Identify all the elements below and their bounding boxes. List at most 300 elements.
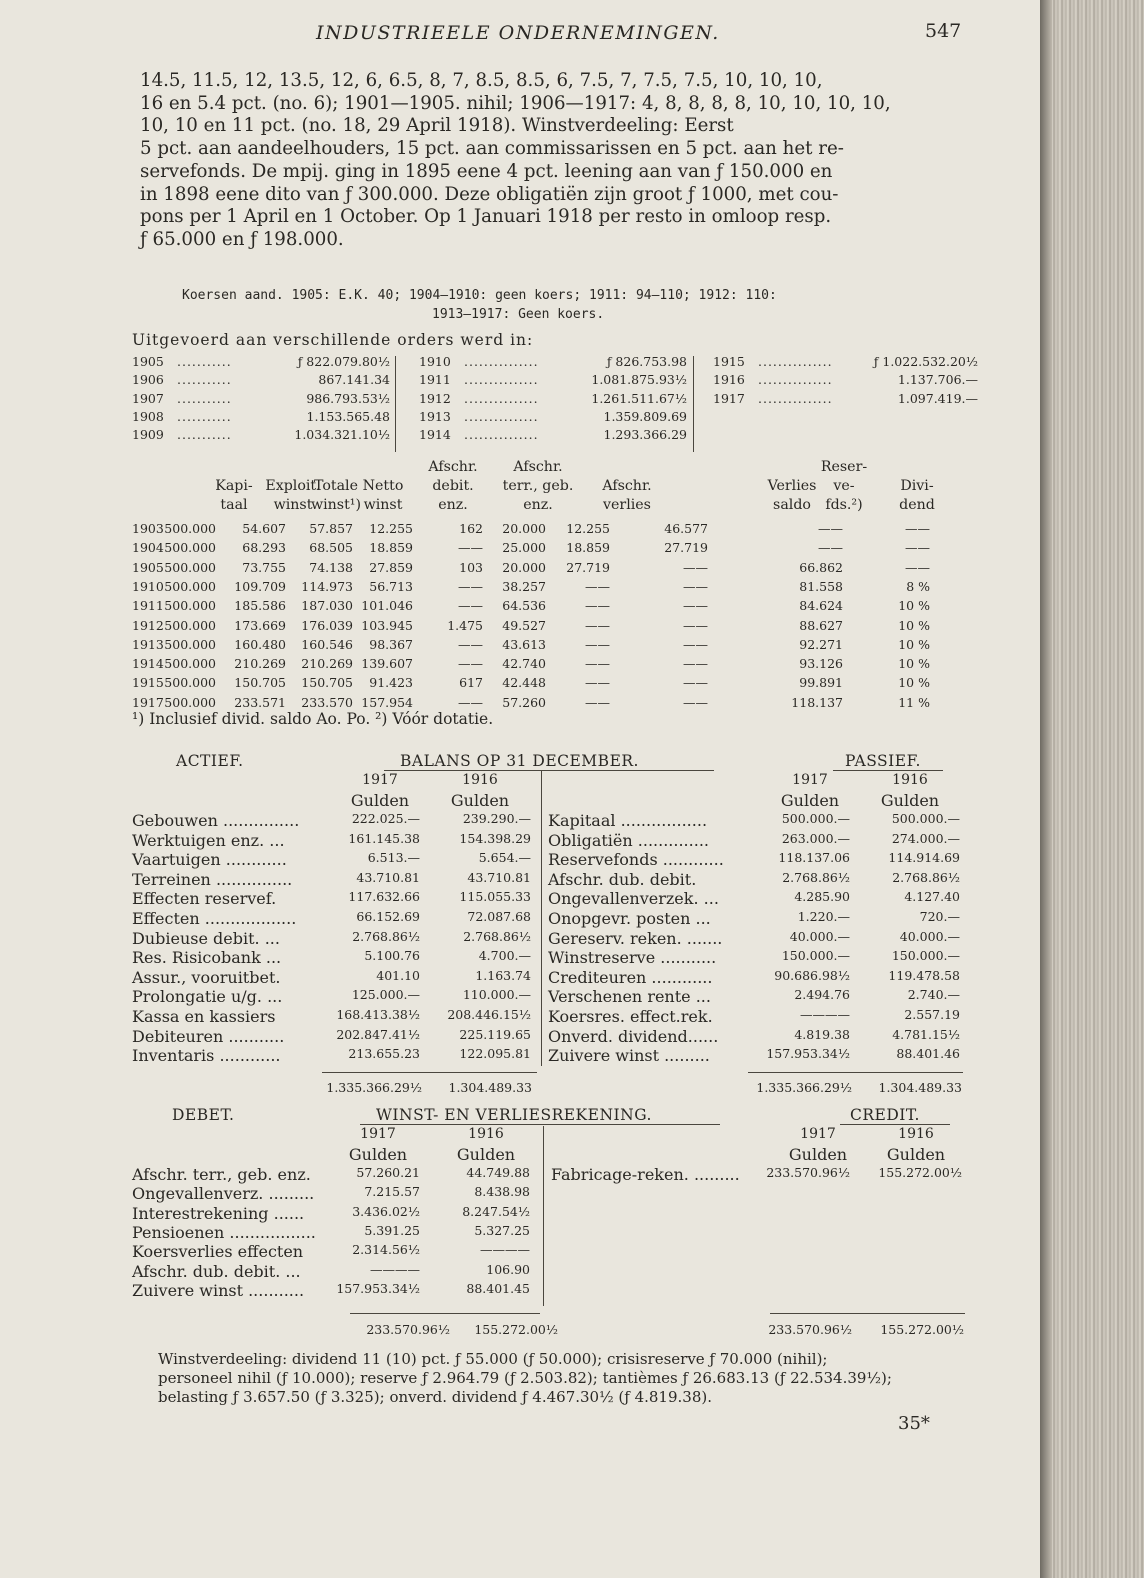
- results-cell: 500.000: [164, 540, 216, 556]
- order-year: 1906: [132, 372, 164, 388]
- column-year: 1916: [892, 772, 928, 788]
- results-cell: ——: [818, 521, 843, 536]
- actief-label: Res. Risicobank ...: [132, 948, 282, 968]
- actief-1916: 1.163.74: [475, 967, 531, 983]
- results-year: 1913: [132, 636, 164, 652]
- results-cell: 68.505: [309, 540, 353, 556]
- order-year: 1905: [132, 354, 164, 369]
- results-cell: 500.000: [164, 598, 216, 614]
- results-cell: ——: [585, 578, 610, 594]
- results-year: 1914: [132, 656, 164, 672]
- results-cell: 38.257: [502, 578, 546, 594]
- actief-1917: 2.768.86½: [352, 928, 420, 944]
- page-number: 547: [925, 20, 962, 42]
- column-unit: Gulden: [350, 791, 410, 810]
- order-year: 1908: [132, 408, 164, 424]
- credit-total-1917: 233.570.96½: [768, 1322, 852, 1337]
- results-cell: 11 %: [898, 694, 930, 710]
- results-cell: ——: [683, 578, 708, 594]
- actief-1916: 72.087.68: [467, 909, 531, 924]
- results-footnote: ¹) Inclusief divid. saldo Ao. Po. ²) Vóór dotatie.: [132, 710, 494, 728]
- results-cell: ——: [683, 675, 708, 691]
- passief-1917: 500.000.—: [781, 811, 850, 826]
- orders-divider: [395, 356, 396, 452]
- results-cell: 617: [459, 675, 483, 691]
- results-cell: ——: [905, 521, 930, 536]
- results-cell: 91.423: [369, 675, 413, 691]
- results-cell: 20.000: [502, 521, 546, 536]
- results-cell: ——: [818, 540, 843, 556]
- actief-label: Vaartuigen ............: [132, 850, 287, 870]
- results-cell: 500.000: [164, 559, 216, 575]
- passief-title: PASSIEF.: [845, 752, 921, 770]
- order-amount: 1.081.875.93½: [591, 372, 687, 388]
- results-cell: 88.627: [799, 617, 843, 633]
- winstverdeeling-line: personeel nihil (ƒ 10.000); reserve ƒ 2.964.79 (ƒ 2.503.82); tantièmes ƒ 26.683.13 (ƒ 22.534.39½);: [158, 1369, 892, 1387]
- results-cell: 114.973: [301, 578, 353, 594]
- results-cell: 500.000: [164, 675, 216, 691]
- order-year: 1914: [419, 427, 451, 443]
- results-cell: 160.546: [301, 636, 353, 652]
- order-amount: 1.261.511.67½: [591, 390, 687, 406]
- results-cell: 98.367: [369, 636, 413, 652]
- actief-1916: 239.290.—: [462, 811, 531, 826]
- results-header: fds.²): [825, 497, 863, 513]
- actief-1917: 213.655.23: [348, 1046, 420, 1062]
- actief-1917: 43.710.81: [356, 869, 420, 885]
- results-year: 1912: [132, 617, 164, 633]
- passief-label: Onverd. dividend......: [548, 1026, 719, 1046]
- debet-label: Afschr. dub. debit. ...: [132, 1261, 301, 1281]
- credit-1917: 233.570.96½: [766, 1165, 850, 1180]
- results-cell: 500.000: [164, 617, 216, 633]
- order-year: 1907: [132, 390, 164, 406]
- order-amount: 986.793.53½: [306, 390, 390, 406]
- actief-1917: 401.10: [376, 967, 420, 983]
- title-rule: [360, 1124, 720, 1125]
- results-header: dend: [899, 497, 935, 513]
- actief-1917: 66.152.69: [356, 909, 420, 924]
- column-unit: Gulden: [780, 791, 840, 810]
- actief-label: Assur., vooruitbet.: [132, 967, 281, 987]
- results-header: Exploit.: [265, 478, 321, 494]
- actief-label: Werktuigen enz. ...: [132, 830, 285, 850]
- winstverdeeling-line: belasting ƒ 3.657.50 (ƒ 3.325); onverd. dividend ƒ 4.467.30½ (ƒ 4.819.38).: [158, 1388, 712, 1406]
- order-dots: ...........: [177, 390, 232, 406]
- results-cell: 109.709: [234, 578, 286, 594]
- intro-line: 5 pct. aan aandeelhouders, 15 pct. aan commissarissen en 5 pct. aan het re-: [140, 138, 844, 160]
- results-cell: 74.138: [309, 559, 353, 575]
- page-edges: [1040, 0, 1144, 1578]
- total-rule: [748, 1072, 963, 1073]
- signature-mark: 35*: [898, 1413, 930, 1434]
- debet-1917: 157.953.34½: [336, 1280, 420, 1296]
- debet-1916: 8.438.98: [474, 1184, 530, 1200]
- results-cell: 20.000: [502, 559, 546, 575]
- actief-title: ACTIEF.: [176, 752, 244, 770]
- debet-1917: 7.215.57: [364, 1184, 420, 1200]
- results-cell: 101.046: [361, 598, 413, 614]
- results-cell: 233.570: [301, 694, 353, 710]
- results-cell: 18.859: [369, 540, 413, 556]
- results-cell: 43.613: [502, 636, 546, 652]
- debet-label: Ongevallenverz. .........: [132, 1184, 315, 1204]
- results-year: 1905: [132, 559, 164, 575]
- passief-1916: 274.000.—: [891, 830, 960, 846]
- passief-1916: 150.000.—: [891, 948, 960, 964]
- order-dots: ...............: [464, 354, 539, 369]
- order-year: 1913: [419, 408, 451, 424]
- results-cell: 73.755: [242, 559, 286, 575]
- actief-1916: 5.654.—: [478, 850, 531, 866]
- debet-1917: 2.314.56½: [352, 1242, 420, 1258]
- passief-1916: 2.768.86½: [892, 869, 960, 885]
- results-cell: 84.624: [799, 598, 843, 614]
- passief-1916: 4.127.40: [904, 889, 960, 905]
- winstverdeeling-paragraph: [158, 1350, 988, 1407]
- passief-label: Afschr. dub. debit.: [548, 869, 697, 889]
- passief-1917: 1.220.—: [797, 909, 850, 924]
- debet-1917: 3.436.02½: [352, 1203, 420, 1219]
- passief-label: Kapitaal .................: [548, 811, 708, 830]
- results-cell: 210.269: [234, 656, 286, 672]
- column-unit: Gulden: [348, 1145, 408, 1164]
- results-header: winst¹): [310, 497, 362, 513]
- results-cell: ——: [683, 598, 708, 614]
- passief-1917: 4.285.90: [794, 889, 850, 905]
- debet-1917: 5.391.25: [364, 1222, 420, 1238]
- column-unit: Gulden: [456, 1145, 516, 1164]
- order-year: 1917: [713, 390, 745, 406]
- results-cell: ——: [683, 636, 708, 652]
- actief-1916: 225.119.65: [459, 1026, 531, 1042]
- total-rule: [770, 1313, 965, 1314]
- results-cell: 56.713: [369, 578, 413, 594]
- results-cell: 42.448: [502, 675, 546, 691]
- actief-1917: 222.025.—: [351, 811, 420, 826]
- results-cell: 173.669: [234, 617, 286, 633]
- koersen-line: Koersen aand. 1905: E.K. 40; 1904—1910: geen koers; 1911: 94—110; 1912: 110:: [182, 288, 777, 303]
- passief-1917: ————: [800, 1007, 850, 1022]
- results-header: enz.: [523, 497, 553, 513]
- results-cell: 54.607: [242, 521, 286, 536]
- results-header: Reser-: [820, 459, 868, 475]
- results-header: ve-: [833, 478, 855, 494]
- actief-1917: 168.413.38½: [336, 1007, 420, 1022]
- order-amount: ƒ 1.022.532.20½: [873, 354, 978, 369]
- actief-1916: 115.055.33: [459, 889, 531, 905]
- results-header: verlies: [603, 497, 651, 513]
- passief-label: Zuivere winst .........: [548, 1046, 710, 1066]
- results-cell: ——: [585, 694, 610, 710]
- passief-1917: 4.819.38: [794, 1026, 850, 1042]
- order-year: 1911: [419, 372, 451, 388]
- results-header: taal: [220, 497, 248, 513]
- wv-title: WINST- EN VERLIESREKENING.: [376, 1106, 652, 1124]
- results-cell: ——: [585, 656, 610, 672]
- results-cell: 118.137: [791, 694, 843, 710]
- results-header: enz.: [438, 497, 468, 513]
- results-cell: 18.859: [566, 540, 610, 556]
- debet-label: Interestrekening ......: [132, 1203, 305, 1223]
- results-header: Afschr.: [602, 478, 652, 494]
- passief-1916: 4.781.15½: [892, 1026, 960, 1042]
- actief-1916: 122.095.81: [459, 1046, 531, 1062]
- results-cell: 27.859: [369, 559, 413, 575]
- results-header: Afschr.: [513, 459, 563, 475]
- actief-label: Prolongatie u/g. ...: [132, 987, 283, 1007]
- passief-label: Winstreserve ...........: [548, 948, 717, 968]
- results-cell: ——: [458, 636, 483, 652]
- intro-line: 10, 10 en 11 pct. (no. 18, 29 April 1918). Winstverdeeling: Eerst: [140, 115, 734, 137]
- passief-1916: 2.557.19: [904, 1007, 960, 1022]
- results-cell: 500.000: [164, 636, 216, 652]
- column-unit: Gulden: [450, 791, 510, 810]
- winstverdeeling-line: Winstverdeeling: dividend 11 (10) pct. ƒ 55.000 (ƒ 50.000); crisisreserve ƒ 70.000 (nihil);: [158, 1350, 828, 1368]
- actief-label: Effecten ..................: [132, 909, 297, 928]
- results-header: Verlies: [767, 478, 817, 494]
- results-cell: 157.954: [361, 694, 413, 710]
- results-cell: ——: [458, 540, 483, 556]
- debet-1916: 106.90: [486, 1261, 530, 1277]
- results-cell: ——: [683, 559, 708, 575]
- results-year: 1917: [132, 694, 164, 710]
- intro-line: 14.5, 11.5, 12, 13.5, 12, 6, 6.5, 8, 7, 8.5, 8.5, 6, 7.5, 7, 7.5, 7.5, 10, 10, 10,: [140, 70, 823, 91]
- results-cell: 10 %: [898, 675, 930, 691]
- results-cell: 103.945: [361, 617, 413, 633]
- actief-1916: 4.700.—: [478, 948, 531, 964]
- order-dots: ...............: [758, 390, 833, 406]
- passief-label: Gereserv. reken. .......: [548, 928, 723, 948]
- debet-1917: ————: [370, 1261, 420, 1277]
- results-cell: 12.255: [566, 521, 610, 536]
- results-cell: ——: [458, 656, 483, 672]
- order-dots: ...........: [177, 372, 232, 388]
- results-year: 1903: [132, 521, 164, 536]
- results-year: 1911: [132, 598, 164, 614]
- passief-label: Reservefonds ............: [548, 850, 724, 870]
- results-cell: 150.705: [301, 675, 353, 691]
- results-cell: 103: [459, 559, 483, 575]
- actief-1916: 208.446.15½: [447, 1007, 531, 1022]
- passief-label: Koersres. effect.rek.: [548, 1007, 713, 1026]
- actief-1917: 125.000.—: [351, 987, 420, 1003]
- passief-1917: 40.000.—: [789, 928, 850, 944]
- results-header: terr., geb.: [502, 478, 574, 494]
- results-cell: 99.891: [799, 675, 843, 691]
- passief-1916: 2.740.—: [907, 987, 960, 1003]
- results-cell: 1.475: [447, 617, 483, 633]
- actief-total-1917: 1.335.366.29½: [326, 1080, 422, 1095]
- intro-line: 16 en 5.4 pct. (no. 6); 1901—1905. nihil; 1906—1917: 4, 8, 8, 8, 8, 10, 10, 10, 10,: [140, 92, 891, 114]
- column-year: 1916: [468, 1126, 504, 1142]
- order-amount: ƒ 822.079.80½: [297, 354, 390, 369]
- order-amount: 1.359.809.69: [603, 408, 687, 424]
- results-cell: 139.607: [361, 656, 413, 672]
- intro-line: ƒ 65.000 en ƒ 198.000.: [140, 228, 344, 250]
- results-year: 1910: [132, 578, 164, 594]
- credit-label: Fabricage-reken. .........: [551, 1165, 740, 1184]
- results-cell: 64.536: [502, 598, 546, 614]
- results-cell: ——: [585, 675, 610, 691]
- order-year: 1909: [132, 427, 164, 443]
- passief-1916: 114.914.69: [888, 850, 960, 866]
- actief-1917: 202.847.41½: [336, 1026, 420, 1042]
- results-header: Netto: [362, 478, 404, 494]
- results-cell: 25.000: [502, 540, 546, 556]
- passief-1917: 90.686.98½: [774, 967, 850, 983]
- actief-label: Gebouwen ...............: [132, 811, 300, 830]
- results-cell: ——: [585, 636, 610, 652]
- actief-total-1916: 1.304.489.33: [448, 1080, 532, 1095]
- results-cell: ——: [458, 578, 483, 594]
- results-header: Totale: [314, 478, 358, 494]
- actief-1917: 5.100.76: [364, 948, 420, 964]
- passief-1916: 40.000.—: [899, 928, 960, 944]
- passief-total-1916: 1.304.489.33: [878, 1080, 962, 1095]
- column-year: 1917: [792, 772, 828, 788]
- passief-label: Ongevallenverzek. ...: [548, 889, 719, 909]
- passief-1917: 2.494.76: [794, 987, 850, 1003]
- order-dots: ...............: [464, 372, 539, 388]
- passief-1917: 157.953.34½: [766, 1046, 850, 1062]
- intro-paragraph: [140, 70, 962, 252]
- debet-1916: 5.327.25: [474, 1222, 530, 1238]
- results-header: winst: [273, 497, 313, 513]
- passief-total-1917: 1.335.366.29½: [756, 1080, 852, 1095]
- passief-label: Crediteuren ............: [548, 967, 713, 987]
- total-rule: [322, 1072, 537, 1073]
- results-cell: ——: [683, 617, 708, 633]
- actief-1917: 6.513.—: [367, 850, 420, 866]
- title-rule: [840, 1124, 950, 1125]
- results-cell: ——: [458, 598, 483, 614]
- results-cell: ——: [458, 694, 483, 710]
- results-cell: 10 %: [898, 598, 930, 614]
- koersen-line: 1913—1917: Geen koers.: [432, 307, 605, 322]
- actief-label: Inventaris ............: [132, 1046, 281, 1066]
- credit-1916: 155.272.00½: [878, 1165, 962, 1180]
- results-header: saldo: [773, 497, 811, 513]
- results-header: winst: [363, 497, 403, 513]
- debet-label: Pensioenen .................: [132, 1222, 316, 1242]
- passief-1917: 2.768.86½: [782, 869, 850, 885]
- wv-divider: [543, 1126, 544, 1306]
- debet-title: DEBET.: [172, 1106, 235, 1124]
- passief-1916: 720.—: [919, 909, 960, 924]
- balance-divider: [541, 770, 542, 1066]
- results-year: 1915: [132, 675, 164, 691]
- results-header: Kapi-: [215, 478, 253, 494]
- results-cell: 93.126: [799, 656, 843, 672]
- results-cell: 8 %: [906, 578, 930, 594]
- order-dots: ...........: [177, 354, 232, 369]
- results-cell: 92.271: [799, 636, 843, 652]
- actief-1916: 110.000.—: [462, 987, 531, 1003]
- order-dots: ...............: [758, 372, 833, 388]
- passief-1917: 263.000.—: [781, 830, 850, 846]
- passief-1917: 118.137.06: [778, 850, 850, 866]
- actief-1917: 161.145.38: [348, 830, 420, 846]
- order-dots: ...............: [758, 354, 833, 369]
- debet-total-1916: 155.272.00½: [474, 1322, 558, 1337]
- results-cell: ——: [683, 656, 708, 672]
- order-amount: 1.137.706.—: [897, 372, 978, 388]
- results-cell: 187.030: [301, 598, 353, 614]
- actief-1916: 2.768.86½: [463, 928, 531, 944]
- credit-title: CREDIT.: [850, 1106, 920, 1124]
- debet-total-1917: 233.570.96½: [366, 1322, 450, 1337]
- results-cell: 68.293: [242, 540, 286, 556]
- results-cell: 10 %: [898, 636, 930, 652]
- results-cell: 160.480: [234, 636, 286, 652]
- column-year: 1917: [360, 1126, 396, 1142]
- results-cell: 210.269: [301, 656, 353, 672]
- column-unit: Gulden: [788, 1145, 848, 1164]
- results-cell: ——: [585, 617, 610, 633]
- passief-label: Obligatiën ..............: [548, 830, 709, 850]
- results-cell: 500.000: [164, 694, 216, 710]
- results-cell: 10 %: [898, 617, 930, 633]
- results-cell: 27.719: [566, 559, 610, 575]
- results-cell: 500.000: [164, 578, 216, 594]
- intro-line: in 1898 eene dito van ƒ 300.000. Deze obligatiën zijn groot ƒ 1000, met cou-: [140, 183, 839, 205]
- results-cell: 57.260: [502, 694, 546, 710]
- results-cell: ——: [905, 559, 930, 575]
- column-unit: Gulden: [880, 791, 940, 810]
- passief-1917: 150.000.—: [781, 948, 850, 964]
- order-amount: 1.293.366.29: [603, 427, 687, 443]
- passief-1916: 88.401.46: [896, 1046, 960, 1062]
- order-dots: ...............: [464, 427, 539, 443]
- order-amount: 1.034.321.10½: [294, 427, 390, 443]
- order-dots: ...............: [464, 390, 539, 406]
- order-amount: ƒ 826.753.98: [606, 354, 687, 369]
- column-year: 1916: [462, 772, 498, 788]
- passief-1916: 119.478.58: [888, 967, 960, 983]
- results-header: Divi-: [900, 478, 934, 494]
- order-year: 1915: [713, 354, 745, 369]
- results-cell: 49.527: [502, 617, 546, 633]
- actief-label: Dubieuse debit. ...: [132, 928, 280, 948]
- intro-line: servefonds. De mpij. ging in 1895 eene 4 pct. leening aan van ƒ 150.000 en: [140, 160, 833, 182]
- results-cell: ——: [905, 540, 930, 556]
- debet-1916: 44.749.88: [466, 1165, 530, 1180]
- intro-line: pons per 1 April en 1 October. Op 1 Januari 1918 per resto in omloop resp.: [140, 206, 832, 228]
- total-rule: [350, 1313, 540, 1314]
- results-header: debit.: [432, 478, 474, 494]
- results-cell: 500.000: [164, 521, 216, 536]
- orders-divider: [693, 356, 694, 452]
- results-cell: 27.719: [664, 540, 708, 556]
- results-cell: 46.577: [664, 521, 708, 536]
- actief-1916: 43.710.81: [467, 869, 531, 885]
- passief-1916: 500.000.—: [891, 811, 960, 826]
- order-year: 1912: [419, 390, 451, 406]
- actief-label: Debiteuren ...........: [132, 1026, 285, 1046]
- debet-1916: ————: [480, 1242, 530, 1258]
- results-header: Afschr.: [428, 459, 478, 475]
- actief-label: Effecten reservef.: [132, 889, 277, 909]
- results-cell: ——: [585, 598, 610, 614]
- balance-title: BALANS OP 31 DECEMBER.: [400, 752, 639, 770]
- results-cell: 233.571: [234, 694, 286, 710]
- running-header: INDUSTRIEELE ONDERNEMINGEN.: [316, 22, 720, 44]
- results-cell: 162: [459, 521, 483, 536]
- order-dots: ...........: [177, 408, 232, 424]
- credit-total-1916: 155.272.00½: [880, 1322, 964, 1337]
- results-cell: 66.862: [799, 559, 843, 575]
